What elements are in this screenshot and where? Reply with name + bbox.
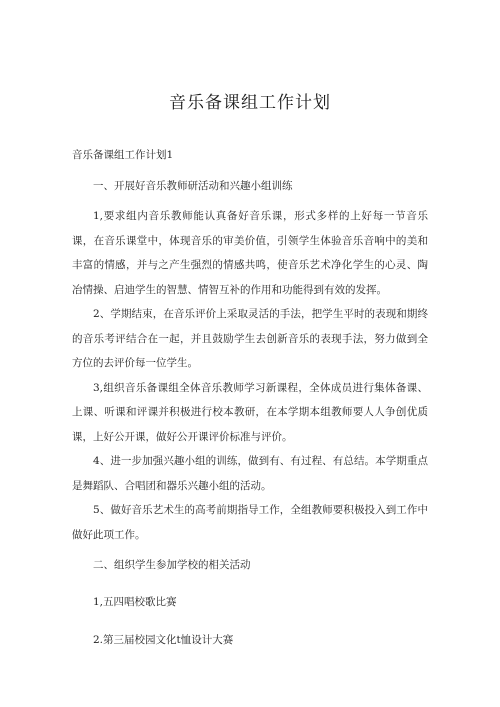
document-subtitle: 音乐备课组工作计划1 [72, 149, 174, 161]
paragraph-5: 5、做好音乐艺术生的高考前期指导工作，全组教师要积极投入到工作中做好此项工作。 [72, 504, 428, 541]
document-body [72, 143, 428, 653]
paragraph-4: 4、进一步加强兴趣小组的训练，做到有、有过程、有总结。本学期重点是舞蹈队、合唱团和器乐兴趣小组的活动。 [72, 455, 428, 492]
paragraph-1: 1,要求组内音乐教师能认真备好音乐课，形式多样的上好每一节音乐课，在音乐课堂中，体现音乐的审美价值，引领学生体验音乐音响中的美和丰富的情感，并与之产生强烈的情感共鸣，使音乐艺术净化学生的心灵、陶冶情操、启迪学生的智慧、情智互补的作用和功能得到有效的发挥。 [72, 210, 428, 296]
paragraph-3: 3,组织音乐备课组全体音乐教师学习新课程，全体成员进行集体备课、上课、听课和评课并积极进行校本教研，在本学期本组教师要人人争创优质课，上好公开课，做好公开课评价标准与评价。 [72, 381, 428, 443]
list-item-1: 1,五四唱校歌比赛 [93, 595, 177, 608]
paragraph-2: 2、学期结束，在音乐评价上采取灵活的手法，把学生平时的表现和期终的音乐考评结合在一起，并且鼓励学生去创新音乐的表现手法，努力做到全方位的去评价每一位学生。 [72, 308, 428, 369]
document-title: 音乐备课组工作计划 [169, 93, 331, 113]
list-item-2: 2.第三届校园文化t恤设计大赛 [93, 634, 234, 646]
section-heading-2: 二、组织学生参加学校的相关活动 [93, 559, 251, 571]
section-heading-1: 一、开展好音乐教师研活动和兴趣小组训练 [93, 179, 293, 192]
